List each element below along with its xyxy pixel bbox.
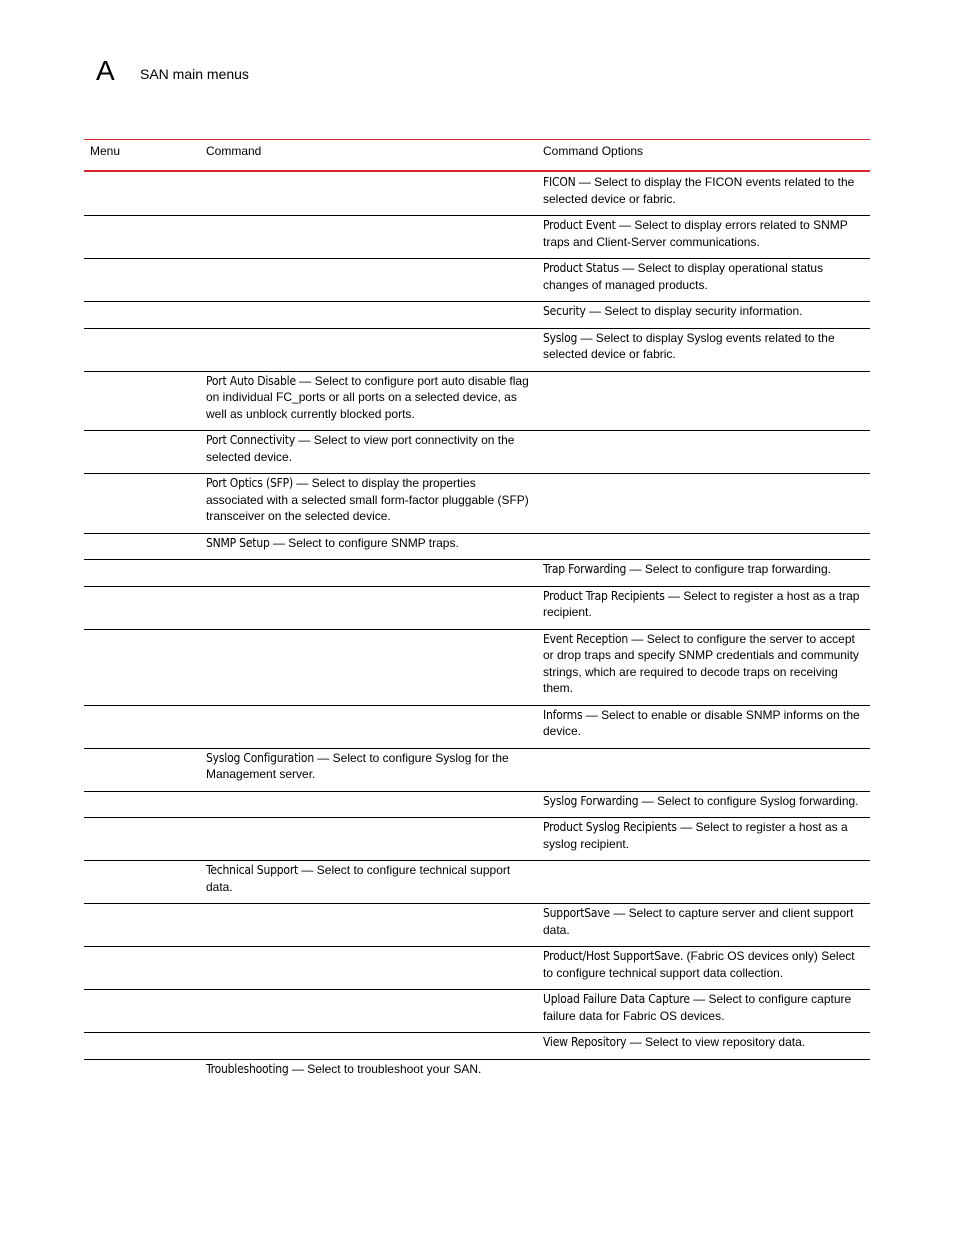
command-options-cell-description: — Select to view repository data. [626,1035,806,1049]
command-cell-term: Port Auto Disable [206,373,296,388]
command-cell [203,586,543,629]
table-row [84,171,870,216]
command-options-cell-description: — Select to configure Syslog forwarding. [638,793,859,808]
command-options-cell [543,1059,870,1085]
table-row [84,904,870,947]
table-row [84,586,870,629]
command-options-cell-term: FICON [543,175,576,189]
menu-cell [84,259,203,302]
command-options-cell-term: Syslog Forwarding [543,793,639,808]
menu-cell [84,748,203,791]
command-cell [203,533,543,560]
command-cell [203,1033,543,1060]
menu-cell [84,947,203,990]
command-options-cell-description: — Select to enable or disable SNMP informs on the device. [543,707,860,738]
command-cell [203,431,543,474]
command-options-cell-description: — Select to display security information. [585,304,803,318]
command-cell-term: Port Optics (SFP) [206,476,293,490]
column-header-menu: Menu [84,140,203,172]
menu-cell [84,791,203,818]
table-row [84,560,870,587]
table-row [84,1033,870,1060]
table-body [84,171,870,1085]
command-cell-term: Troubleshooting [206,1061,289,1076]
menu-cell [84,371,203,431]
menu-cell [84,431,203,474]
command-cell-term: Technical Support [206,863,299,877]
command-cell [203,1059,543,1085]
table-row [84,474,870,534]
menu-cell [84,818,203,861]
command-cell [203,748,543,791]
command-options-cell-description: (Fabric OS devices only) Select to configure technical support data collection. [543,949,855,980]
command-cell-description: — Select to troubleshoot your SAN. [288,1061,482,1076]
menu-cell [84,560,203,587]
command-options-cell [543,861,870,904]
command-options-cell [543,586,870,629]
command-options-cell [543,216,870,259]
table-header-row [84,140,870,172]
menu-cell [84,586,203,629]
command-options-cell [543,629,870,705]
command-cell [203,371,543,431]
table-row [84,533,870,560]
menu-cell [84,629,203,705]
table-row [84,791,870,818]
command-options-cell [543,791,870,818]
command-options-cell-term: Event Reception [543,631,629,646]
command-options-cell-term: Security [543,304,586,318]
command-cell [203,171,543,216]
command-cell-description: — Select to display the properties associated with a selected small form-factor pluggable (SFP) transceiver on the selected device. [206,476,529,523]
command-options-cell [543,328,870,371]
menu-cell [84,533,203,560]
command-options-cell-description: — Select to display the FICON events related to the selected device or fabric. [543,175,855,206]
table-row [84,705,870,748]
appendix-letter: A [96,55,115,86]
command-options-cell [543,259,870,302]
menu-cell [84,990,203,1033]
table-row [84,328,870,371]
menu-cell [84,171,203,216]
command-options-cell-description: — Select to capture server and client support data. [543,906,854,937]
command-options-cell-description: — Select to display errors related to SNMP traps and Client-Server communications. [543,218,848,249]
command-cell-term: Syslog Configuration [206,750,314,765]
column-header-command: Command [203,140,543,172]
command-options-cell [543,705,870,748]
command-options-cell-term: View Repository [543,1035,627,1049]
command-options-cell-description: — Select to display Syslog events related to the selected device or fabric. [543,330,835,361]
section-title: SAN main menus [140,66,249,82]
command-cell [203,904,543,947]
command-cell [203,259,543,302]
table-row [84,748,870,791]
san-menu-table [84,139,870,1085]
command-options-cell-description: — Select to configure trap forwarding. [626,562,831,576]
command-options-cell-term: Product/Host SupportSave. [543,949,684,963]
command-cell-term: Port Connectivity [206,433,296,447]
command-cell-description: — Select to view port connectivity on the selected device. [206,433,515,464]
command-options-cell-description: — Select to register a host as a trap recipient. [543,588,860,619]
command-cell [203,560,543,587]
command-options-cell-term: Informs [543,707,583,722]
command-options-cell-description: — Select to configure the server to accept or drop traps and specify SNMP credentials and community strings, which are required to decode traps on receiving them. [543,631,859,695]
table-row [84,947,870,990]
command-cell [203,947,543,990]
table-row [84,818,870,861]
command-options-cell [543,748,870,791]
command-options-cell [543,371,870,431]
command-options-cell [543,171,870,216]
command-options-cell-term: Product Trap Recipients [543,588,665,603]
command-cell [203,328,543,371]
command-options-cell-term: Product Event [543,218,616,232]
table-row [84,990,870,1033]
command-cell [203,818,543,861]
table-row [84,1059,870,1085]
command-cell-description: — Select to configure port auto disable flag on individual FC_ports or all ports on a selected device, as well as unblock currently blocked ports. [206,373,529,421]
menu-cell [84,861,203,904]
menu-cell [84,474,203,534]
command-cell [203,302,543,329]
command-cell [203,629,543,705]
column-header-command-options: Command Options [543,140,870,172]
command-options-cell [543,533,870,560]
table-row [84,302,870,329]
command-options-cell-description: — Select to display operational status changes of managed products. [543,261,824,292]
command-cell-description: — Select to configure Syslog for the Management server. [206,750,509,781]
command-options-cell [543,818,870,861]
menu-cell [84,904,203,947]
table-row [84,259,870,302]
command-options-cell [543,990,870,1033]
table-row [84,861,870,904]
menu-cell [84,1033,203,1060]
command-options-cell-term: Trap Forwarding [543,562,627,576]
command-options-cell [543,431,870,474]
command-options-cell-description: — Select to configure capture failure data for Fabric OS devices. [543,992,852,1023]
command-options-cell-term: SupportSave [543,906,610,920]
command-options-cell-term: Product Status [543,261,619,275]
table-row [84,629,870,705]
menu-cell [84,1059,203,1085]
table-row [84,216,870,259]
command-options-cell-description: — Select to register a host as a syslog recipient. [543,820,848,851]
command-options-cell [543,904,870,947]
command-cell [203,474,543,534]
command-cell-description: — Select to configure technical support data. [206,863,511,894]
command-cell-term: SNMP Setup [206,535,270,550]
table-row [84,371,870,431]
command-options-cell-term: Upload Failure Data Capture [543,992,690,1006]
command-cell [203,990,543,1033]
command-options-cell [543,1033,870,1060]
command-options-cell-term: Syslog [543,330,578,345]
command-cell [203,791,543,818]
command-options-cell [543,560,870,587]
command-options-cell [543,947,870,990]
command-options-cell [543,474,870,534]
menu-cell [84,302,203,329]
command-options-cell [543,302,870,329]
command-cell [203,705,543,748]
table-row [84,431,870,474]
command-cell-description: — Select to configure SNMP traps. [269,535,459,550]
menu-cell [84,705,203,748]
command-cell [203,861,543,904]
command-cell [203,216,543,259]
menu-cell [84,216,203,259]
menu-cell [84,328,203,371]
command-options-cell-term: Product Syslog Recipients [543,820,677,834]
